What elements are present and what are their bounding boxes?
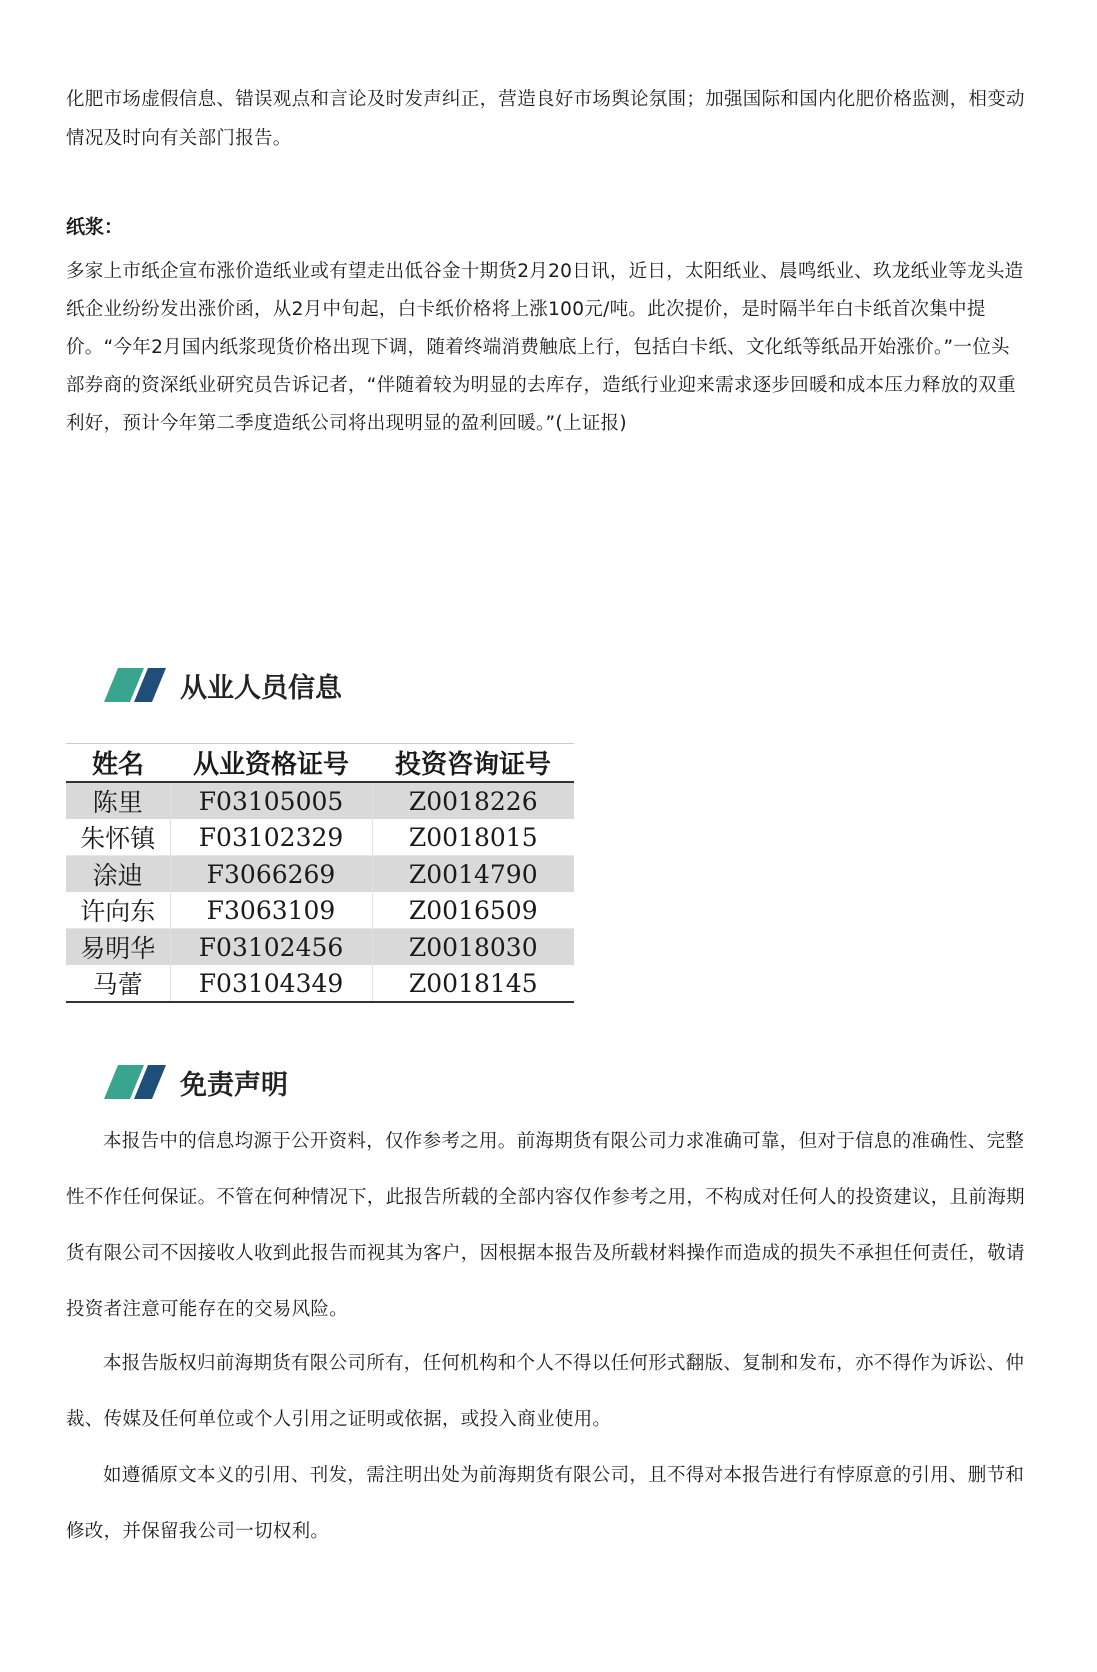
qualification-no: F03102329 [170,819,372,856]
qualification-no: F03105005 [170,782,372,819]
staff-name: 朱怀镇 [66,819,170,856]
consulting-no: Z0018226 [372,782,574,819]
table-row [66,892,574,929]
table-row [66,782,574,819]
disclaimer-section-header [104,1062,288,1102]
disclaimer-paragraph: 本报告中的信息均源于公开资料，仅作参考之用。前海期货有限公司力求准确可靠，但对于信息的准确性、完整性不作任何保证。不管在何种情况下，此报告所载的全部内容仅作参考之用，不构成对任何人的投资建议，且前海期货有限公司不因接收人收到此报告而视其为客户，因根据本报告及所载材料操作而造成的损失不承担任何责任，敬请投资者注意可能存在的交易风险。 [66,1131,1025,1320]
staff-name: 涂迪 [66,856,170,893]
table-row [66,929,574,966]
qualification-no: F3066269 [170,856,372,893]
consulting-no: Z0018015 [372,819,574,856]
disclaimer-section-title: 免责声明 [180,1069,288,1101]
consulting-no: Z0018145 [372,965,574,1002]
staff-name: 易明华 [66,929,170,966]
qualification-no: F03102456 [170,929,372,966]
consulting-no: Z0016509 [372,892,574,929]
staff-section-header [104,665,342,705]
staff-table [66,743,574,1003]
section-logo-icon [104,1065,166,1099]
pulp-heading: 纸浆： [66,216,124,238]
table-row [66,856,574,893]
consulting-no: Z0014790 [372,856,574,893]
qualification-no: F3063109 [170,892,372,929]
staff-table-header-row [66,744,574,783]
table-row [66,965,574,1002]
staff-section-title: 从业人员信息 [180,672,342,704]
header-name: 姓名 [66,744,170,783]
staff-name: 许向东 [66,892,170,929]
header-consulting-no: 投资咨询证号 [372,744,574,783]
staff-name: 马蕾 [66,965,170,1002]
section-logo-icon [104,668,166,702]
fertilizer-paragraph: 化肥市场虚假信息、错误观点和言论及时发声纠正，营造良好市场舆论氛围；加强国际和国内化肥价格监测，相变动情况及时向有关部门报告。 [66,89,1025,149]
table-row [66,819,574,856]
disclaimer-paragraph: 本报告版权归前海期货有限公司所有，任何机构和个人不得以任何形式翻版、复制和发布，亦不得作为诉讼、仲裁、传媒及任何单位或个人引用之证明或依据，或投入商业使用。 [66,1353,1025,1430]
qualification-no: F03104349 [170,965,372,1002]
pulp-paragraph: 多家上市纸企宣布涨价造纸业或有望走出低谷金十期货2月20日讯，近日，太阳纸业、晨鸣纸业、玖龙纸业等龙头造纸企业纷纷发出涨价函，从2月中旬起，白卡纸价格将上涨100元/吨。此次提价，是时隔半年白卡纸首次集中提价。“今年2月国内纸浆现货价格出现下调，随着终端消费触底上行，包括白卡纸、文化纸等纸品开始涨价。”一位头部券商的资深纸业研究员告诉记者，“伴随着较为明显的去库存，造纸行业迎来需求逐步回暖和成本压力释放的双重利好，预计今年第二季度造纸公司将出现明显的盈利回暖。”(上证报) [66,261,1024,434]
staff-name: 陈里 [66,782,170,819]
header-qualification-no: 从业资格证号 [170,744,372,783]
consulting-no: Z0018030 [372,929,574,966]
disclaimer-paragraph: 如遵循原文本义的引用、刊发，需注明出处为前海期货有限公司，且不得对本报告进行有悖原意的引用、删节和修改，并保留我公司一切权利。 [66,1465,1025,1542]
